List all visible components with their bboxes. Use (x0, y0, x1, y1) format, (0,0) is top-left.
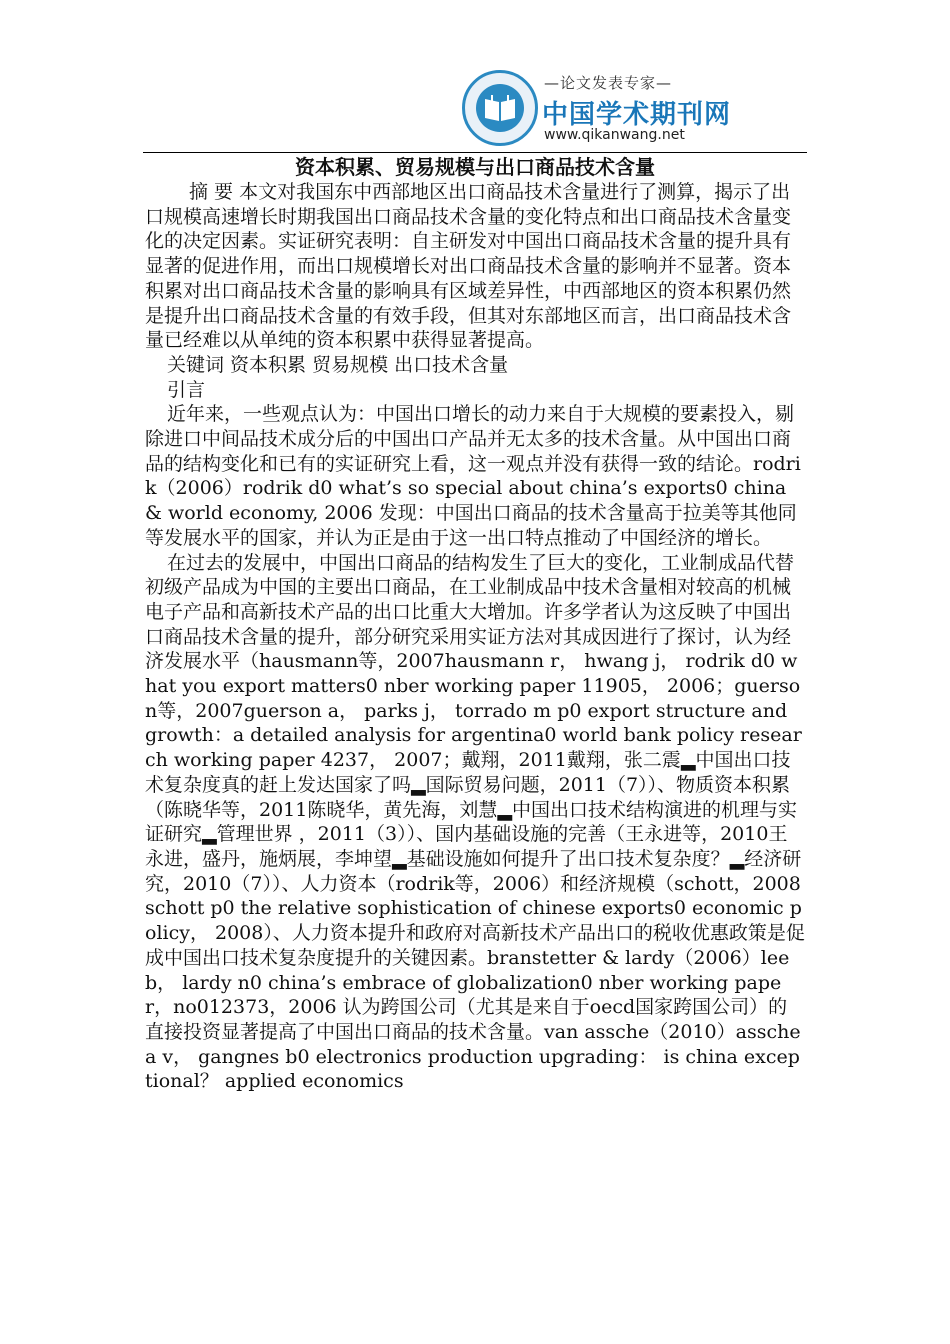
logo-name: 中国学术期刊网 (542, 100, 732, 130)
paragraph-development: 在过去的发展中，中国出口商品的结构发生了巨大的变化，工业制成品代替初级产品成为中国的主要出口商品，在工业制成品中技术含量相对较高的机械电子产品和高新技术产品的出口比重大大增加。许多学者认为这反映了中国出口商品技术含量的提升，部分研究采用实证方法对其成因进行了探讨，认为经济发展水平（hausmann等，2007hausmann r， hwang j， rodrik d0 what you export matters0 nber working paper 11905， 2006；guerson等，2007guerson a， parks j， torrado m p0 export structure and growth：a detailed analysis for argentina0 world bank policy research working paper 4237， 2007；戴翔，2011戴翔，张二震▂中国出口技术复杂度真的赶上发达国家了吗▂国际贸易问题，2011（7））、物质资本积累（陈晓华等，2011陈晓华，黄先海，刘慧▂中国出口技术结构演进的机理与实证研究▂管理世界 ，2011（3））、国内基础设施的完善（王永进等，2010王永进，盛丹，施炳展，李坤望▂基础设施如何提升了出口技术复杂度？▂经济研究，2010（7））、人力资本（rodrik等，2006）和经济规模（schott，2008schott p0 the relative sophistication of chinese exports0 economic policy， 2008）、人力资本提升和政府对高新技术产品出口的税收优惠政策是促成中国出口技术复杂度提升的关键因素。branstetter & lardy（2006）lee b， lardy n0 china’s embrace of globalization0 nber working paper，no012373，2006 认为跨国公司（尤其是来自于oecd国家跨国公司）的直接投资显著提高了中国出口商品的技术含量。van assche（2010）assche a v， gangnes b0 electronics production upgrading： is china exceptional？ applied economics (145, 551, 805, 1093)
site-logo (462, 70, 732, 150)
logo-tagline: —论文发表专家— (544, 74, 673, 92)
document-body (145, 154, 805, 1094)
section-heading: 引言 (167, 378, 206, 401)
logo-url: www.qikanwang.net (544, 127, 685, 143)
abstract: 摘 要 本文对我国东中西部地区出口商品技术含量进行了测算，揭示了出口规模高速增长时期我国出口商品技术含量的变化特点和出口商品技术含量变化的决定因素。实证研究表明：自主研发对中国出口商品技术含量的提升具有显著的促进作用，而出口规模增长对出口商品技术含量的影响并不显著。资本积累对出口商品技术含量的影响具有区域差异性，中西部地区的资本积累仍然是提升出口商品技术含量的有效手段，但其对东部地区而言，出口商品技术含量已经难以从单纯的资本积累中获得显著提高。 (145, 181, 792, 352)
keywords: 关键词 资本积累 贸易规模 出口技术含量 (167, 353, 509, 376)
paragraph-intro: 近年来，一些观点认为：中国出口增长的动力来自于大规模的要素投入，剔除进口中间品技术成分后的中国出口产品并无太多的技术含量。从中国出口商品的结构变化和已有的实证研究上看，这一观点并没有获得一致的结论。rodrik（2006）rodrik d0 what’s so special about china’s exports0 china & world economy, 2006 发现：中国出口商品的技术含量高于拉美等其他同等发展水平的国家，并认为正是由于这一出口特点推动了中国经济的增长。 (145, 403, 801, 549)
header-rule (143, 152, 807, 153)
document-title: 资本积累、贸易规模与出口商品技术含量 (295, 155, 655, 179)
book-emblem-icon (462, 70, 538, 146)
